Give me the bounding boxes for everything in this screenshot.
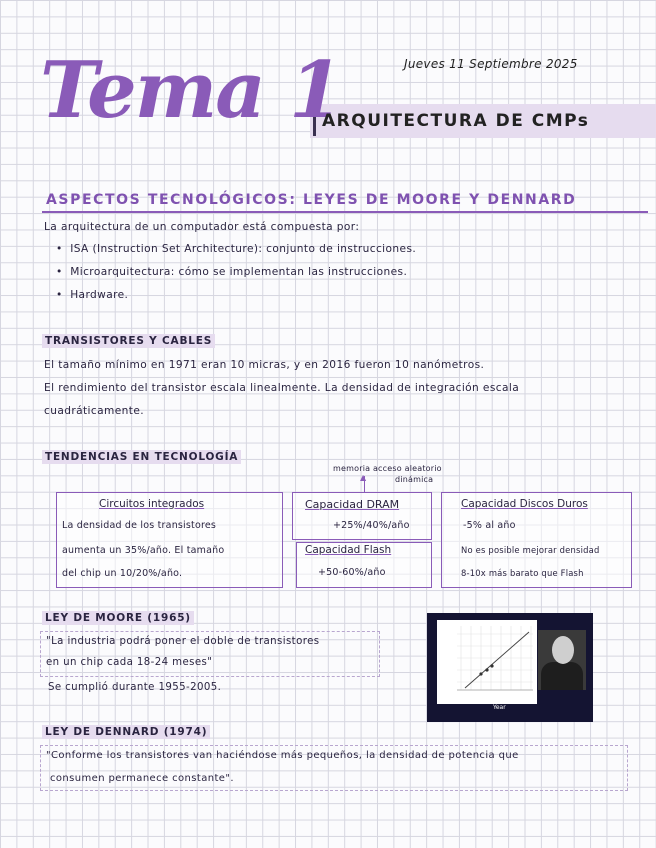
heading-underline [42, 211, 648, 213]
transistores-line-1: El tamaño mínimo en 1971 eran 10 micras, y en 2016 fueron 10 nanómetros. [44, 359, 485, 371]
arrow-up-icon: ▲ [360, 473, 367, 482]
moore-quote-line-2: en un chip cada 18-24 meses" [46, 657, 213, 668]
section-heading-tendencias: TENDENCIAS EN TECNOLOGÍA [42, 450, 241, 464]
box-discos-title: Capacidad Discos Duros [461, 498, 588, 510]
portrait-face [552, 636, 574, 664]
intro-text: La arquitectura de un computador está compuesta por: [44, 221, 360, 233]
transistores-line-3: cuadráticamente. [44, 405, 145, 417]
box-flash-title: Capacidad Flash [305, 544, 392, 556]
box-circuitos-line: La densidad de los transistores [62, 520, 217, 531]
date-label: Jueves 11 Septiembre 2025 [404, 57, 578, 71]
box-dram-title: Capacidad DRAM [305, 498, 400, 511]
section-heading-main: ASPECTOS TECNOLÓGICOS: LEYES DE MOORE Y DENNARD [46, 192, 577, 208]
box-discos-line: -5% al año [463, 520, 516, 531]
dram-note-2: dinámica [395, 475, 434, 484]
moore-image-plot [437, 620, 537, 704]
dram-note: memoria acceso aleatorio [333, 464, 442, 473]
list-item: • ISA (Instruction Set Architecture): conjunto de instrucciones. [56, 243, 417, 255]
list-item: • Microarquitectura: cómo se implementan las instrucciones. [56, 266, 408, 278]
list-item-text: Hardware. [70, 289, 129, 301]
moore-quote-line-1: "La industria podrá poner el doble de transistores [46, 636, 320, 647]
box-circuitos-title: Circuitos integrados [99, 498, 205, 510]
box-discos-line: No es posible mejorar densidad [461, 545, 600, 555]
section-heading-transistores: TRANSISTORES Y CABLES [42, 334, 215, 348]
portrait-shoulders [541, 662, 583, 690]
box-dram-value: +25%/40%/año [333, 520, 410, 531]
box-discos-line: 8-10x más barato que Flash [461, 568, 584, 578]
list-item-text: ISA (Instruction Set Architecture): conjunto de instrucciones. [70, 243, 417, 255]
list-item-text: Microarquitectura: cómo se implementan las instrucciones. [70, 266, 408, 278]
list-item: • Hardware. [56, 289, 129, 301]
box-flash-value: +50-60%/año [318, 567, 386, 578]
moore-image-xlabel: Year [493, 704, 506, 711]
moore-note: Se cumplió durante 1955-2005. [48, 682, 222, 693]
dennard-quote-line-2: consumen permanece constante". [50, 773, 234, 784]
section-heading-dennard: LEY DE DENNARD (1974) [42, 725, 210, 739]
box-circuitos-line: del chip un 10/20%/año. [62, 568, 183, 579]
page-subtitle: ARQUITECTURA DE CMPs [322, 111, 590, 131]
box-circuitos-line: aumenta un 35%/año. El tamaño [62, 545, 225, 556]
dennard-quote-line-1: "Conforme los transistores van haciéndose más pequeños, la densidad de potencia que [46, 750, 519, 761]
transistores-line-2: El rendimiento del transistor escala linealmente. La densidad de integración escala [44, 382, 520, 394]
section-heading-moore: LEY DE MOORE (1965) [42, 611, 194, 625]
page-title: Tema 1 [40, 45, 342, 136]
